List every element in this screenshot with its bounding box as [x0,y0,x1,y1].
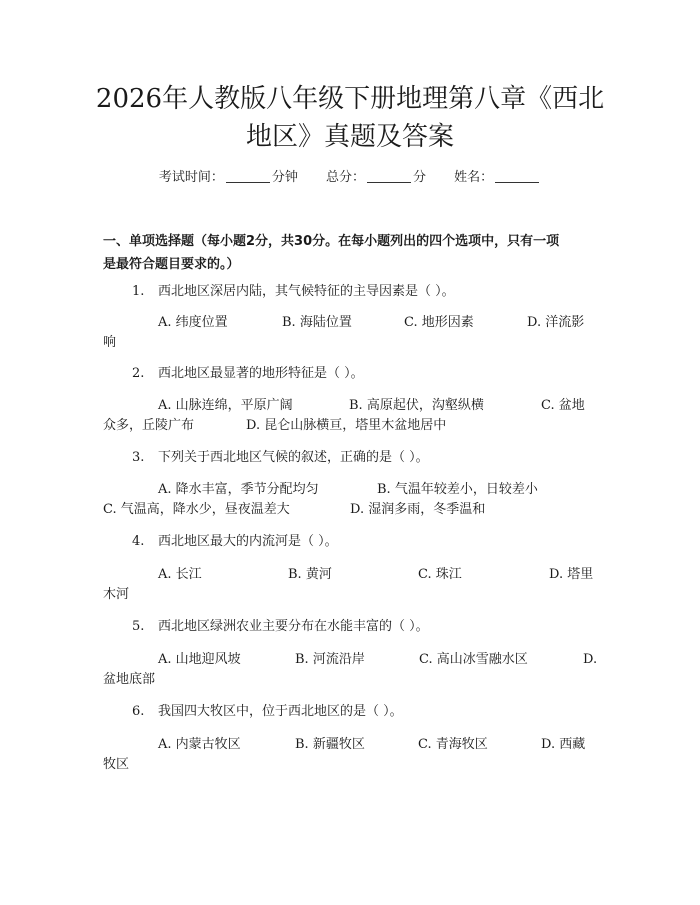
q6-option-wrap: 牧区 [103,757,130,772]
name-label: 姓名： [454,170,494,185]
q6-option-a: A. 内蒙古牧区 [158,737,241,752]
q3-option-c: C. 气温高，降水少，昼夜温差大 [103,502,290,517]
q5-option-b: B. 河流沿岸 [295,652,365,667]
q1-option-c: C. 地形因素 [404,315,474,330]
q4-option-c: C. 珠江 [418,567,462,582]
question-text: 西北地区最显著的地形特征是（ ）。 [158,366,364,381]
exam-title-line-2: 地区》真题及答案 [245,122,454,152]
q5-option-wrap: 盆地底部 [103,672,156,687]
question-number: 1. [132,284,145,299]
q3-option-d: D. 湿润多雨，冬季温和 [350,502,486,517]
question-1 [132,282,455,302]
question-text: 我国四大牧区中，位于西北地区的是（ ）。 [158,704,403,719]
question-2 [132,364,364,384]
question-5 [132,617,429,637]
q4-option-a: A. 长江 [158,567,202,582]
score-field [326,170,430,185]
q6-option-c: C. 青海牧区 [418,737,488,752]
section-heading-line-1: 一、单项选择题（每小题2分，共30分。在每小题列出的四个选项中，只有一项 [103,234,560,249]
exam-title-line-1: 2026年人教版八年级下册地理第八章《西北 [95,84,605,114]
question-text: 西北地区绿洲农业主要分布在水能丰富的（ ）。 [158,619,429,634]
question-number: 3. [132,450,145,465]
time-unit: 分钟 [271,170,298,185]
q6-option-b: B. 新疆牧区 [295,737,365,752]
question-6 [132,702,403,722]
q4-option-b: B. 黄河 [288,567,332,582]
time-blank [226,168,270,183]
q1-option-wrap: 响 [103,335,117,350]
q2-option-a: A. 山脉连绵，平原广阔 [158,398,293,413]
question-number: 2. [132,366,145,381]
exam-meta [0,168,700,188]
question-3 [132,448,429,468]
time-field [159,170,302,185]
q1-option-b: B. 海陆位置 [282,315,352,330]
q5-option-c: C. 高山冰雪融水区 [419,652,528,667]
q2-option-c-wrap: 众多，丘陵广布 [103,418,195,433]
section-heading [103,230,603,276]
q2-option-b: B. 高原起伏，沟壑纵横 [349,398,484,413]
question-number: 4. [132,534,145,549]
question-text: 下列关于西北地区气候的叙述，正确的是（ ）。 [158,450,429,465]
q1-option-a: A. 纬度位置 [158,315,228,330]
name-blank [495,168,539,183]
question-number: 6. [132,704,145,719]
section-heading-line-2: 是最符合题目要求的。） [103,257,240,272]
q5-option-d: D. [583,652,598,667]
q4-option-wrap: 木河 [103,587,130,602]
q6-option-d: D. 西藏 [541,737,586,752]
score-blank [367,168,411,183]
q5-option-a: A. 山地迎风坡 [158,652,241,667]
q3-option-a: A. 降水丰富，季节分配均匀 [158,482,319,497]
time-label: 考试时间： [158,170,224,185]
name-field [454,170,541,185]
q2-option-c: C. 盆地 [541,398,585,413]
q1-option-d: D. 洋流影 [527,315,585,330]
question-text: 西北地区最大的内流河是（ ）。 [158,534,338,549]
question-4 [132,532,338,552]
score-label: 总分： [325,170,365,185]
question-text: 西北地区深居内陆，其气候特征的主导因素是（ ）。 [158,284,455,299]
question-number: 5. [132,619,145,634]
score-unit: 分 [413,170,427,185]
q2-option-d: D. 昆仑山脉横亘，塔里木盆地居中 [246,418,447,433]
q4-option-d: D. 塔里 [549,567,594,582]
q3-option-b: B. 气温年较差小，日较差小 [377,482,538,497]
